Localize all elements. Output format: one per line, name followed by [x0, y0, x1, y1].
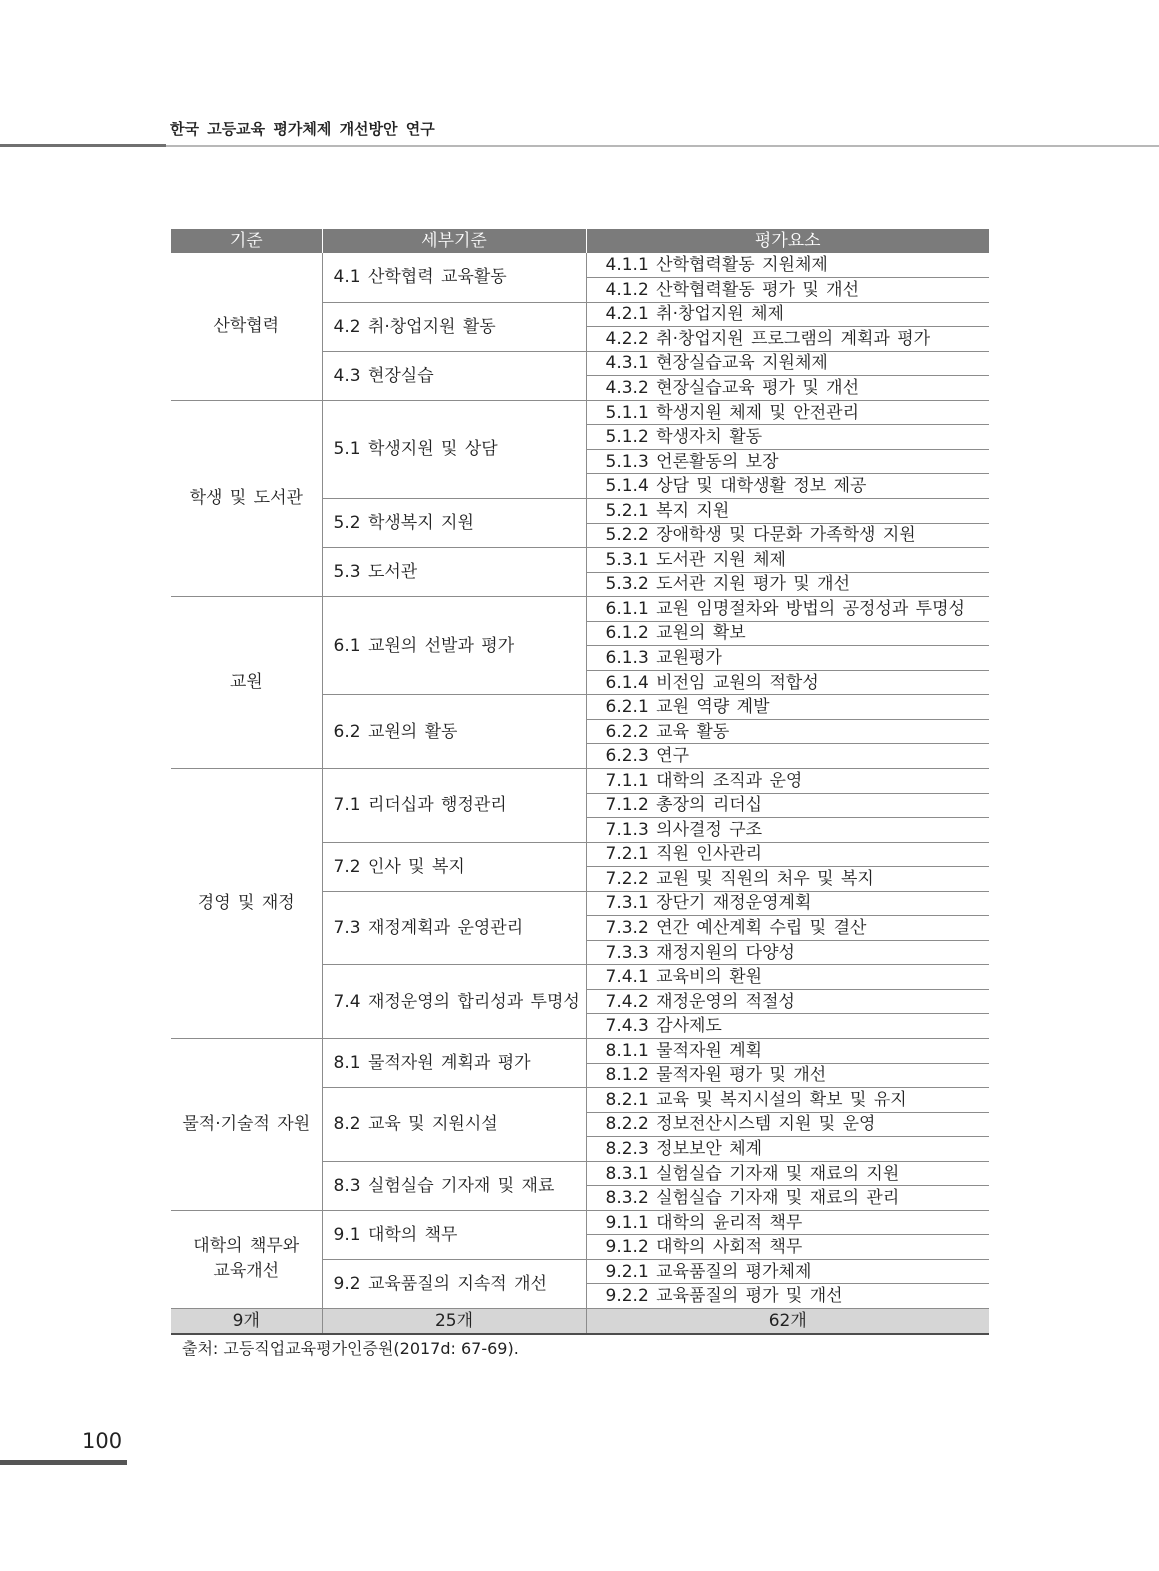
totals-row: [171, 1309, 989, 1335]
sub-criterion-cell: 4.3 현장실습: [322, 351, 586, 400]
evaluation-item-cell: 5.3.1 도서관 지원 체제: [586, 548, 989, 573]
evaluation-item-cell: 4.3.1 현장실습교육 지원체제: [586, 351, 989, 376]
evaluation-item-cell: 8.2.3 정보보안 체계: [586, 1137, 989, 1162]
table-header-row: [171, 229, 989, 253]
sub-criterion-cell: 8.1 물적자원 계획과 평가: [322, 1039, 586, 1088]
total-criteria-count: 9개: [171, 1309, 322, 1335]
page-number: 100: [82, 1429, 123, 1453]
criteria-table: [171, 229, 989, 1335]
running-header-title: 한국 고등교육 평가체제 개선방안 연구: [170, 120, 435, 138]
criterion-cell: 대학의 책무와 교육개선: [171, 1210, 322, 1308]
sub-criterion-cell: 7.4 재정운영의 합리성과 투명성: [322, 965, 586, 1039]
sub-criterion-cell: 4.2 취·창업지원 활동: [322, 302, 586, 351]
sub-criterion-cell: 5.1 학생지원 및 상담: [322, 400, 586, 498]
sub-criterion-cell: 6.2 교원의 활동: [322, 695, 586, 769]
evaluation-item-cell: 5.1.2 학생자치 활동: [586, 425, 989, 450]
sub-criterion-cell: 9.2 교육품질의 지속적 개선: [322, 1259, 586, 1308]
sub-criterion-cell: 4.1 산학협력 교육활동: [322, 253, 586, 302]
criterion-cell: 교원: [171, 597, 322, 769]
evaluation-item-cell: 9.1.1 대학의 윤리적 책무: [586, 1210, 989, 1235]
evaluation-item-cell: 7.1.2 총장의 리더십: [586, 793, 989, 818]
evaluation-item-cell: 6.1.1 교원 임명절차와 방법의 공정성과 투명성: [586, 597, 989, 622]
criterion-cell: 산학협력: [171, 253, 322, 400]
evaluation-item-cell: 8.2.1 교육 및 복지시설의 확보 및 유지: [586, 1088, 989, 1113]
evaluation-item-cell: 5.1.4 상담 및 대학생활 정보 제공: [586, 474, 989, 499]
evaluation-item-cell: 4.2.1 취·창업지원 체제: [586, 302, 989, 327]
table-row: [171, 253, 989, 278]
evaluation-item-cell: 5.2.2 장애학생 및 다문화 가족학생 지원: [586, 523, 989, 548]
sub-criterion-cell: 7.2 인사 및 복지: [322, 842, 586, 891]
evaluation-item-cell: 9.2.2 교육품질의 평가 및 개선: [586, 1284, 989, 1309]
evaluation-item-cell: 8.3.1 실험실습 기자재 및 재료의 지원: [586, 1161, 989, 1186]
column-header-criterion: 기준: [171, 229, 322, 253]
sub-criterion-cell: 8.2 교육 및 지원시설: [322, 1088, 586, 1162]
evaluation-item-cell: 6.1.2 교원의 확보: [586, 621, 989, 646]
evaluation-item-cell: 7.1.1 대학의 조직과 운영: [586, 768, 989, 793]
table-row: [171, 768, 989, 793]
header-rule-light: [166, 145, 1159, 147]
total-sub-criteria-count: 25개: [322, 1309, 586, 1335]
evaluation-item-cell: 7.3.3 재정지원의 다양성: [586, 940, 989, 965]
evaluation-item-cell: 6.1.4 비전임 교원의 적합성: [586, 670, 989, 695]
sub-criterion-cell: 5.2 학생복지 지원: [322, 498, 586, 547]
evaluation-item-cell: 4.2.2 취·창업지원 프로그램의 계획과 평가: [586, 327, 989, 352]
evaluation-item-cell: 7.4.1 교육비의 환원: [586, 965, 989, 990]
header-rule-dark: [0, 144, 166, 147]
sub-criterion-cell: 7.1 리더십과 행정관리: [322, 768, 586, 842]
evaluation-item-cell: 7.3.1 장단기 재정운영계획: [586, 891, 989, 916]
evaluation-item-cell: 7.1.3 의사결정 구조: [586, 818, 989, 843]
evaluation-item-cell: 7.4.2 재정운영의 적절성: [586, 989, 989, 1014]
table-row: [171, 1039, 989, 1064]
evaluation-item-cell: 7.2.1 직원 인사관리: [586, 842, 989, 867]
criterion-cell: 물적·기술적 자원: [171, 1039, 322, 1211]
sub-criterion-cell: 6.1 교원의 선발과 평가: [322, 597, 586, 695]
evaluation-item-cell: 4.1.1 산학협력활동 지원체제: [586, 253, 989, 278]
evaluation-item-cell: 6.2.1 교원 역량 계발: [586, 695, 989, 720]
evaluation-item-cell: 5.3.2 도서관 지원 평가 및 개선: [586, 572, 989, 597]
evaluation-item-cell: 6.2.2 교육 활동: [586, 719, 989, 744]
table-source-note: 출처: 고등직업교육평가인증원(2017d: 67-69).: [182, 1339, 519, 1359]
evaluation-item-cell: 8.1.2 물적자원 평가 및 개선: [586, 1063, 989, 1088]
page-number-bar: [0, 1460, 127, 1465]
sub-criterion-cell: 9.1 대학의 책무: [322, 1210, 586, 1259]
evaluation-item-cell: 6.2.3 연구: [586, 744, 989, 769]
table-block: [171, 229, 989, 1360]
evaluation-item-cell: 8.2.2 정보전산시스템 지원 및 운영: [586, 1112, 989, 1137]
evaluation-item-cell: 5.1.1 학생지원 체제 및 안전관리: [586, 400, 989, 425]
evaluation-item-cell: 4.1.2 산학협력활동 평가 및 개선: [586, 278, 989, 303]
evaluation-item-cell: 5.2.1 복지 지원: [586, 498, 989, 523]
table-row: [171, 1210, 989, 1235]
evaluation-item-cell: 7.3.2 연간 예산계획 수립 및 결산: [586, 916, 989, 941]
evaluation-item-cell: 7.4.3 감사제도: [586, 1014, 989, 1039]
table-row: [171, 400, 989, 425]
evaluation-item-cell: 9.2.1 교육품질의 평가체제: [586, 1259, 989, 1284]
evaluation-item-cell: 9.1.2 대학의 사회적 책무: [586, 1235, 989, 1260]
sub-criterion-cell: 8.3 실험실습 기자재 및 재료: [322, 1161, 586, 1210]
evaluation-item-cell: 6.1.3 교원평가: [586, 646, 989, 671]
total-evaluation-items-count: 62개: [586, 1309, 989, 1335]
evaluation-item-cell: 7.2.2 교원 및 직원의 처우 및 복지: [586, 867, 989, 892]
criterion-cell: 경영 및 재정: [171, 768, 322, 1038]
evaluation-item-cell: 5.1.3 언론활동의 보장: [586, 449, 989, 474]
evaluation-item-cell: 8.1.1 물적자원 계획: [586, 1039, 989, 1064]
table-row: [171, 597, 989, 622]
sub-criterion-cell: 5.3 도서관: [322, 548, 586, 597]
column-header-sub-criterion: 세부기준: [322, 229, 586, 253]
sub-criterion-cell: 7.3 재정계획과 운영관리: [322, 891, 586, 965]
evaluation-item-cell: 8.3.2 실험실습 기자재 및 재료의 관리: [586, 1186, 989, 1211]
evaluation-item-cell: 4.3.2 현장실습교육 평가 및 개선: [586, 376, 989, 401]
column-header-evaluation-item: 평가요소: [586, 229, 989, 253]
criterion-cell: 학생 및 도서관: [171, 400, 322, 596]
